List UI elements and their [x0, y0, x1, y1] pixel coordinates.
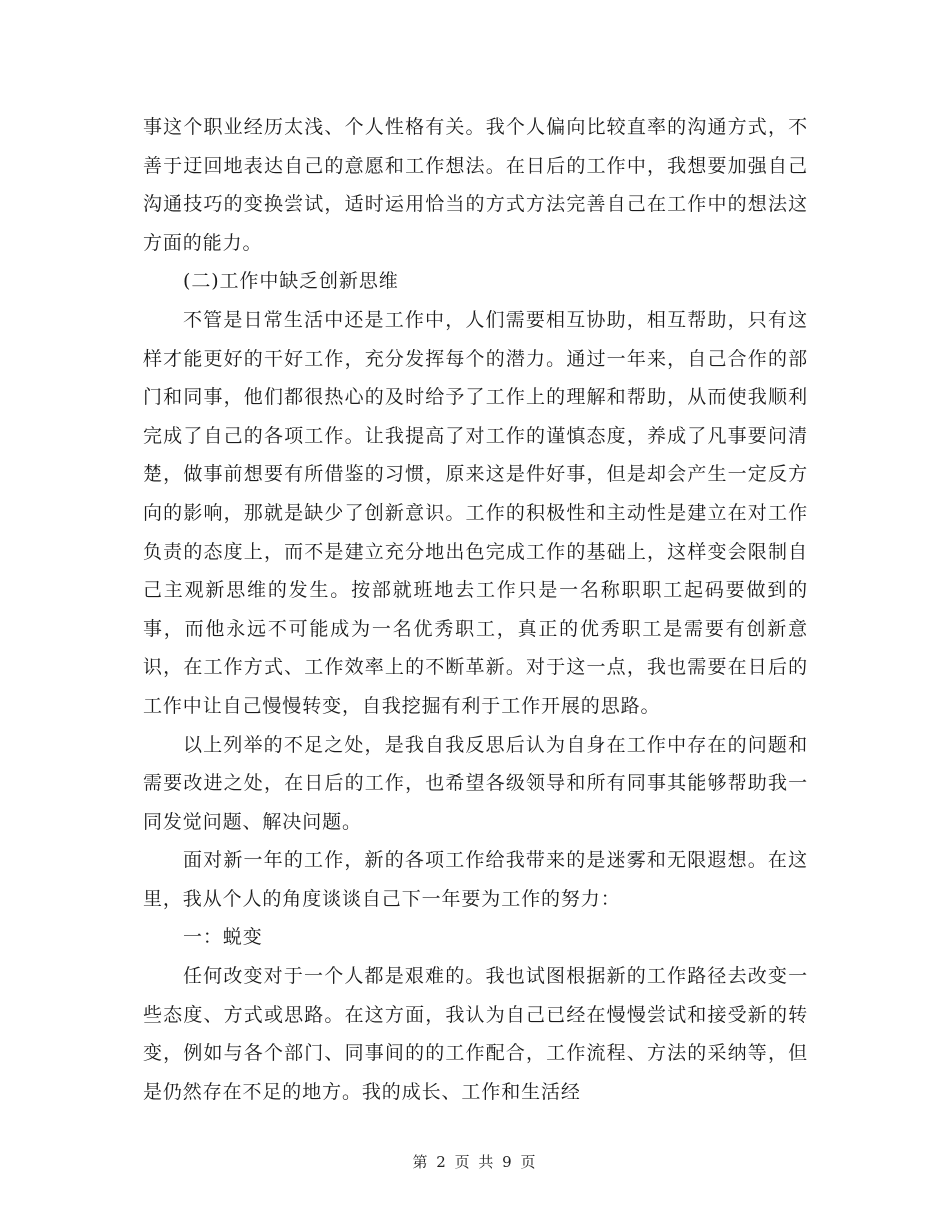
paragraph-summary: 以上列举的不足之处，是我自我反思后认为自身在工作中存在的问题和需要改进之处，在日后的工作，也希望各级领导和所有同事其能够帮助我一同发觉问题、解决问题。: [143, 733, 808, 833]
paragraph-transformation: 任何改变对于一个人都是艰难的。我也试图根据新的工作路径去改变一些态度、方式或思路。在这方面，我认为自己已经在慢慢尝试和接受新的转变，例如与各个部门、同事间的的工作配合，工作流程、方法的采纳等，但是仍然存在不足的地方。我的成长、工作和生活经: [143, 965, 808, 1103]
section-heading-innovation: (二)工作中缺乏创新思维: [183, 270, 399, 293]
paragraph-innovation: 不管是日常生活中还是工作中，人们需要相互协助，相互帮助，只有这样才能更好的干好工作，充分发挥每个的潜力。通过一年来，自己合作的部门和同事，他们都很热心的及时给予了工作上的理解和帮助，从而使我顺利完成了自己的各项工作。让我提高了对工作的谨慎态度，养成了凡事要问清楚，做事前想要有所借鉴的习惯，原来这是件好事，但是却会产生一定反方向的影响，那就是缺少了创新意识。工作的积极性和主动性是建立在对工作负责的态度上，而不是建立充分地出色完成工作的基础上，这样变会限制自己主观新思维的发生。按部就班地去工作只是一名称职职工起码要做到的事，而他永远不可能成为一名优秀职工，真正的优秀职工是需要有创新意识，在工作方式、工作效率上的不断革新。对于这一点，我也需要在日后的工作中让自己慢慢转变，自我挖掘有利于工作开展的思路。: [143, 308, 808, 717]
paragraph-new-year: 面对新一年的工作，新的各项工作给我带来的是迷雾和无限遐想。在这里，我从个人的角度谈谈自己下一年要为工作的努力：: [143, 849, 808, 910]
section-heading-transformation: 一：蜕变: [183, 926, 263, 949]
document-body: [143, 108, 808, 1111]
paragraph-continuation: 事这个职业经历太浅、个人性格有关。我个人偏向比较直率的沟通方式，不善于迂回地表达自己的意愿和工作想法。在日后的工作中，我想要加强自己沟通技巧的变换尝试，适时运用恰当的方式方法完善自己在工作中的想法这方面的能力。: [143, 116, 808, 254]
page-number-footer: 第 2 页 共 9 页: [412, 1153, 538, 1171]
